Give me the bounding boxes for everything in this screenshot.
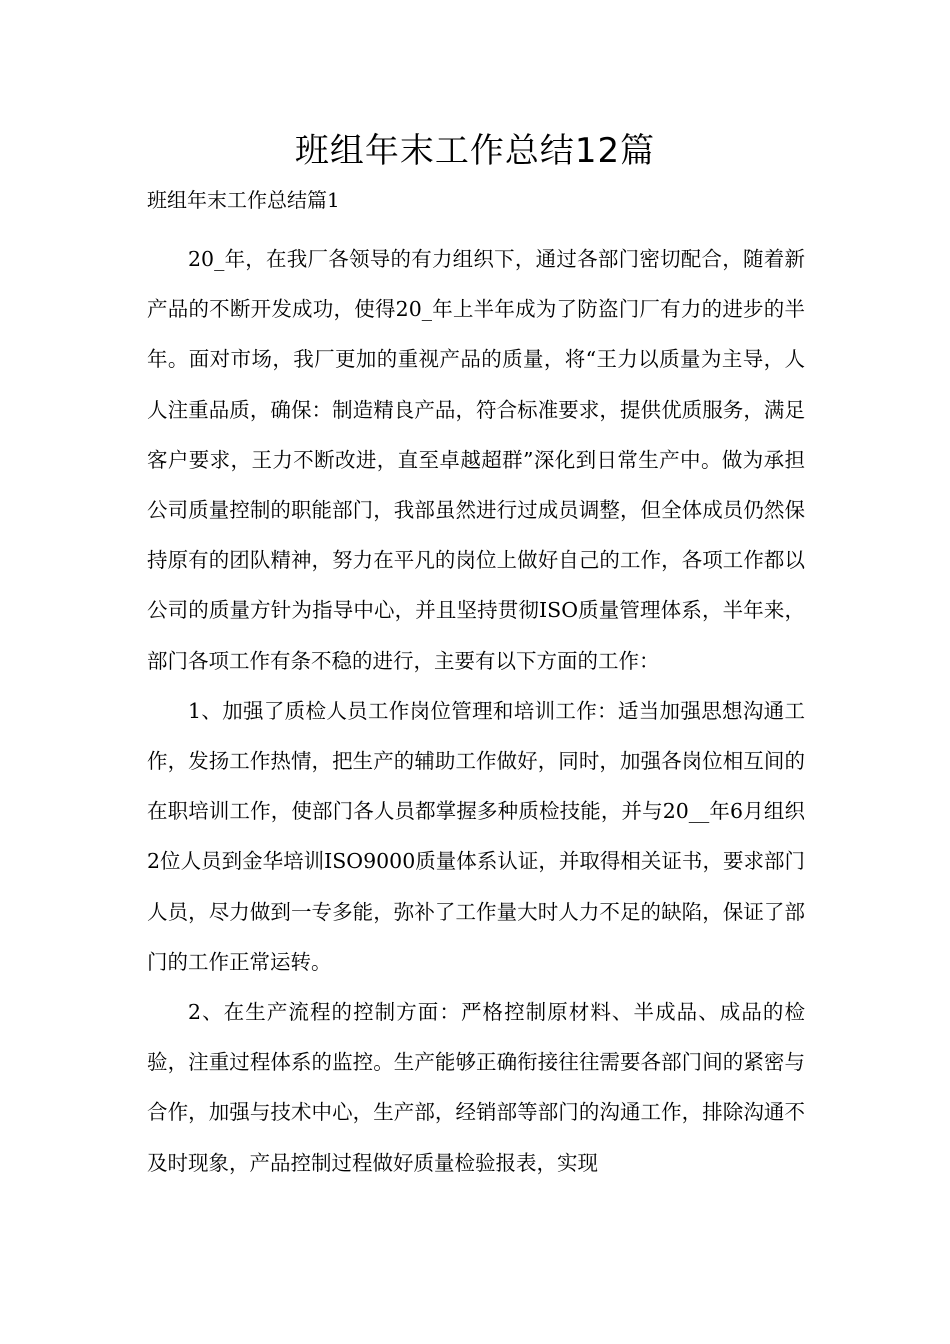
document-title: 班组年末工作总结12篇	[294, 131, 656, 171]
paragraph-item-1: 1、加强了质检人员工作岗位管理和培训工作：适当加强思想沟通工作，发扬工作热情，把生产的辅助工作做好，同时，加强各岗位相互间的在职培训工作，使部门各人员都掌握多种质检技能，并与20__年6月组织2位人员到金华培训ISO9000质量体系认证，并取得相关证书，要求部门人员，尽力做到一专多能，弥补了工作量大时人力不足的缺陷，保证了部门的工作正常运转。	[147, 698, 805, 974]
paragraph-item-2: 2、在生产流程的控制方面：严格控制原材料、半成品、成品的检验，注重过程体系的监控。生产能够正确衔接往往需要各部门间的紧密与合作，加强与技术中心，生产部，经销部等部门的沟通工作，排除沟通不及时现象，产品控制过程做好质量检验报表，实现	[147, 1000, 805, 1175]
document-body	[147, 234, 805, 1188]
paragraph-intro: 20_年，在我厂各领导的有力组织下，通过各部门密切配合，随着新产品的不断开发成功，使得20_年上半年成为了防盗门厂有力的进步的半年。面对市场，我厂更加的重视产品的质量，将“王力以质量为主导，人人注重品质，确保：制造精良产品，符合标准要求，提供优质服务，满足客户要求，王力不断改进，直至卓越超群”深化到日常生产中。做为承担公司质量控制的职能部门，我部虽然进行过成员调整，但全体成员仍然保持原有的团队精神，努力在平凡的岗位上做好自己的工作，各项工作都以公司的质量方针为指导中心，并且坚持贯彻ISO质量管理体系，半年来，部门各项工作有条不稳的进行，主要有以下方面的工作：	[147, 247, 805, 673]
section-heading: 班组年末工作总结篇1	[147, 188, 340, 212]
